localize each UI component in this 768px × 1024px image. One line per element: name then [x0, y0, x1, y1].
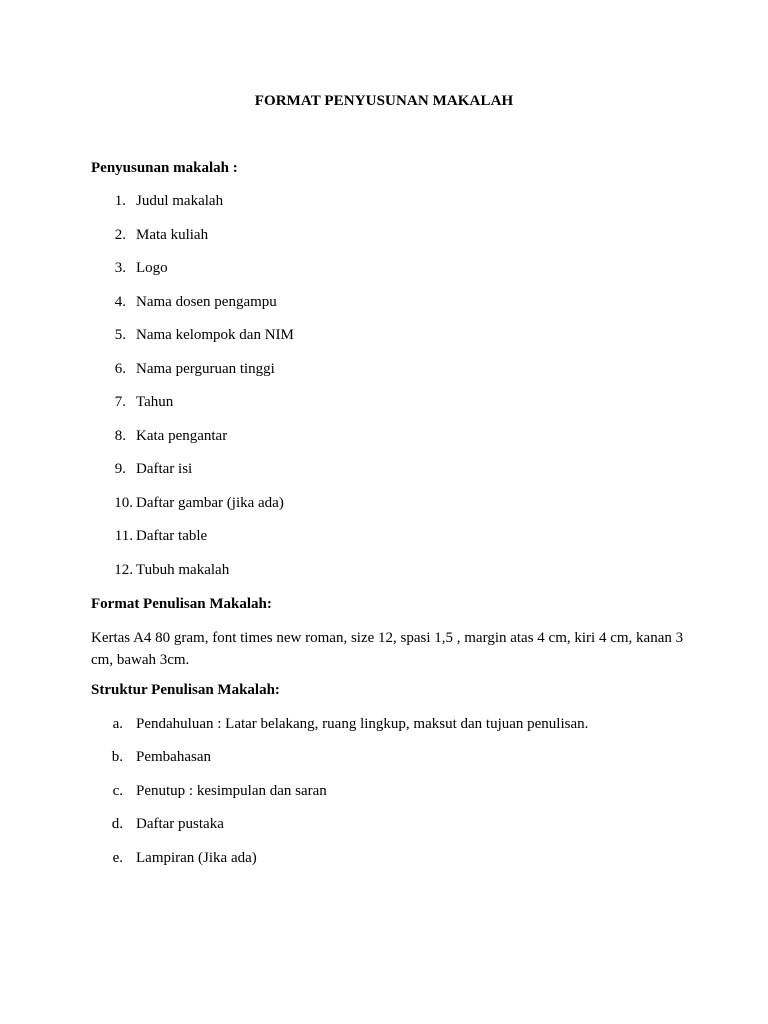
list-marker: 1.: [114, 193, 126, 209]
list-marker: e.: [112, 850, 123, 866]
list-item-text: Judul makalah: [136, 193, 224, 209]
list-marker: 6.: [114, 361, 126, 377]
list-item-text: Penutup : kesimpulan dan saran: [136, 783, 327, 799]
list-item-text: Logo: [136, 260, 168, 276]
section-heading-format: Format Penulisan Makalah:: [91, 596, 272, 612]
list-item-text: Pembahasan: [136, 749, 211, 765]
list-marker: a.: [112, 716, 123, 732]
list-item-text: Tahun: [136, 394, 174, 410]
list-item-text: Tubuh makalah: [136, 562, 230, 578]
list-item-text: Mata kuliah: [136, 227, 209, 243]
list-item-text: Daftar table: [136, 528, 208, 544]
list-marker: b.: [111, 749, 123, 765]
list-item-text: Lampiran (Jika ada): [136, 850, 257, 866]
list-item-text: Pendahuluan : Latar belakang, ruang lingkup, maksut dan tujuan penulisan.: [136, 716, 589, 732]
list-item-text: Daftar isi: [136, 461, 193, 477]
list-item-text: Nama perguruan tinggi: [136, 361, 275, 377]
section-heading-penyusunan: Penyusunan makalah :: [91, 160, 238, 176]
list-item-text: Nama kelompok dan NIM: [136, 327, 294, 343]
list-item-text: Kata pengantar: [136, 428, 228, 444]
list-item-text: Daftar gambar (jika ada): [136, 495, 284, 511]
document-title: FORMAT PENYUSUNAN MAKALAH: [254, 93, 514, 109]
section-heading-struktur: Struktur Penulisan Makalah:: [91, 682, 280, 698]
list-marker: 3.: [114, 260, 126, 276]
format-paragraph: Kertas A4 80 gram, font times new roman, size 12, spasi 1,5 , margin atas 4 cm, kiri 4 cm, kanan 3 cm, bawah 3cm.: [91, 630, 684, 668]
list-marker: 11.: [114, 528, 133, 544]
list-marker: 7.: [114, 394, 126, 410]
list-marker: 5.: [114, 327, 126, 343]
list-marker: 9.: [114, 461, 126, 477]
list-marker: 8.: [114, 428, 126, 444]
list-item-text: Nama dosen pengampu: [136, 294, 277, 310]
list-marker: 10.: [114, 495, 133, 511]
list-marker: 12.: [114, 562, 133, 578]
list-item-text: Daftar pustaka: [136, 816, 224, 832]
list-marker: d.: [111, 816, 123, 832]
list-marker: 2.: [114, 227, 126, 243]
list-marker: c.: [112, 783, 123, 799]
list-marker: 4.: [114, 294, 126, 310]
